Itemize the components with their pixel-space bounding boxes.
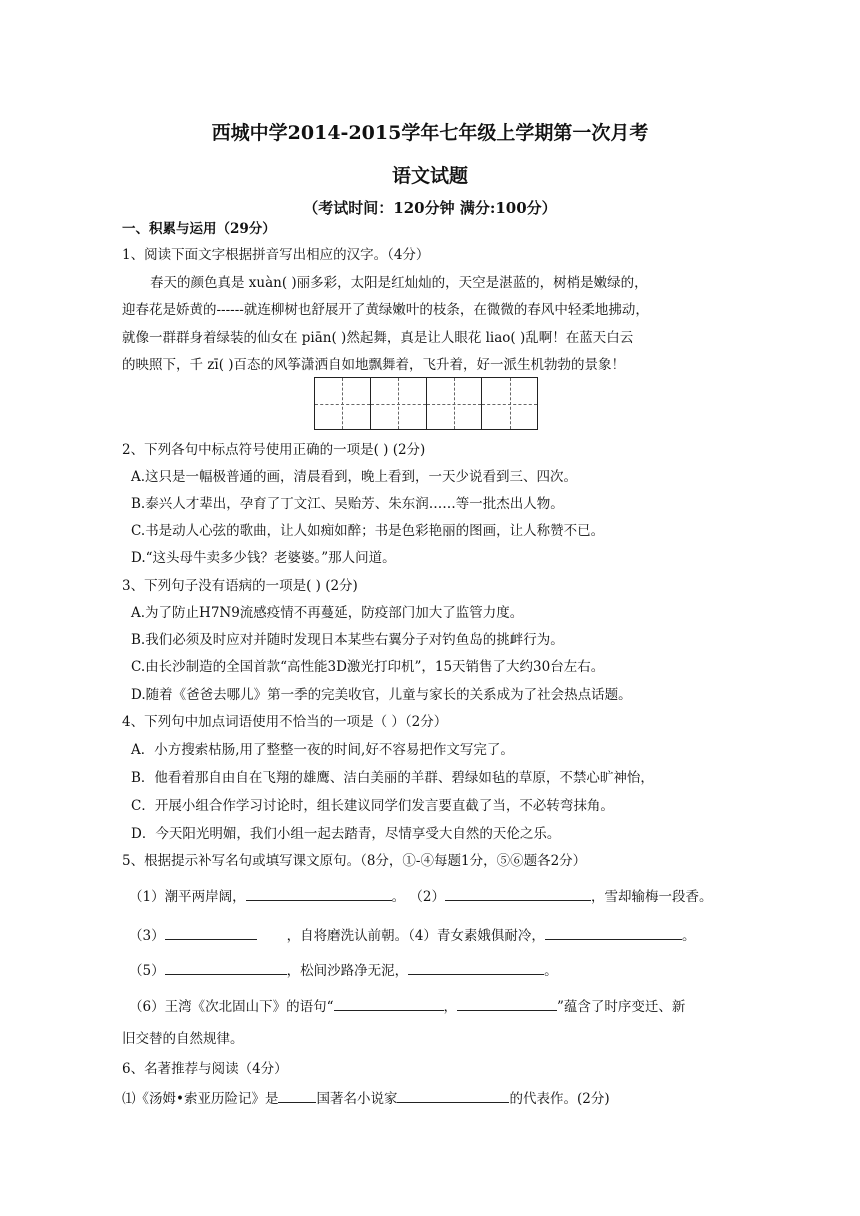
q5-text: （5）	[129, 963, 165, 979]
q5-line-2	[129, 925, 695, 945]
q5-line-4	[129, 996, 685, 1016]
q2-option-a: A.这只是一幅极普通的画，清晨看到，晚上看到，一天少说看到三、四次。	[131, 469, 578, 485]
grid-cell[interactable]	[371, 378, 427, 429]
q5-line-1	[129, 886, 712, 906]
q3-option-d: D.随着《爸爸去哪儿》第一季的完美收官，儿童与家长的关系成为了社会热点话题。	[131, 687, 632, 703]
q1-stem: 1、阅读下面文字根据拼音写出相应的汉字。（4分）	[122, 247, 430, 263]
grid-cell[interactable]	[482, 378, 537, 429]
q6-stem: 6、名著推荐与阅读（4分）	[122, 1061, 288, 1077]
answer-blank[interactable]	[165, 925, 257, 940]
answer-blank[interactable]	[278, 1088, 316, 1103]
q2-option-d: D.“这头母牛卖多少钱？老婆婆。”那人问道。	[131, 550, 396, 566]
grid-cell[interactable]	[427, 378, 483, 429]
answer-blank[interactable]	[408, 960, 544, 975]
q5-text: 。	[544, 963, 558, 979]
q4-option-a: A．小方搜索枯肠,用了整整一夜的时间,好不容易把作文写完了。	[131, 742, 514, 758]
q4-option-d: D．今天阳光明媚，我们小组一起去踏青，尽情享受大自然的天伦之乐。	[131, 826, 561, 842]
q2-stem: 2、下列各句中标点符号使用正确的一项是( ) (2分)	[122, 442, 426, 458]
answer-blank[interactable]	[397, 1088, 509, 1103]
q5-text: （1）潮平两岸阔，	[129, 889, 246, 905]
q5-text: ，松间沙路净无泥，	[286, 963, 409, 979]
q3-stem: 3、下列句子没有语病的一项是( ) (2分)	[122, 578, 358, 594]
q5-text: ，雪却输梅一段香。	[590, 889, 713, 905]
answer-blank[interactable]	[334, 996, 444, 1011]
answer-grid[interactable]	[314, 377, 538, 430]
q5-text: ，自将磨洗认前朝。（4）青女素娥俱耐冷，	[286, 928, 545, 944]
answer-blank[interactable]	[165, 960, 287, 975]
answer-blank[interactable]	[246, 886, 392, 901]
q3-option-a: A.为了防止H7N9流感疫情不再蔓延，防疫部门加大了监管力度。	[131, 605, 524, 621]
q4-option-b: B．他看着那自由自在飞翔的雄鹰、洁白美丽的羊群、碧绿如毡的草原，不禁心旷神怡，	[131, 770, 654, 786]
q1-passage-line: 的映照下，千 zī( )百态的风筝潇洒自如地飘舞着，飞升着，好一派生机勃勃的景象！	[122, 357, 626, 373]
answer-blank[interactable]	[545, 925, 682, 940]
q5-text: （6）王湾《次北固山下》的语句“	[129, 999, 334, 1015]
q3-option-b: B.我们必须及时应对并随时发现日本某些右翼分子对钓鱼岛的挑衅行为。	[131, 632, 564, 648]
q6-text: 的代表作。(2分)	[509, 1091, 610, 1107]
q2-option-c: C.书是动人心弦的歌曲，让人如痴如醉；书是色彩艳丽的图画，让人称赞不已。	[131, 523, 605, 539]
section-heading: 一、积累与运用（29分）	[122, 221, 276, 237]
q5-text: ”蕴含了时序变迁、新	[557, 999, 686, 1015]
q5-text: 。	[681, 928, 696, 944]
q1-passage-line: 迎春花是娇黄的------就连柳树也舒展开了黄绿嫩叶的枝条，在微微的春风中轻柔地拂动，	[122, 302, 649, 318]
exam-info: （考试时间：120分钟 满分:100分）	[303, 199, 557, 217]
answer-blank[interactable]	[457, 996, 557, 1011]
q5-line-5: 旧交替的自然规律。	[122, 1031, 244, 1047]
q1-passage-line: 就像一群群身着绿装的仙女在 piān( )然起舞，真是让人眼花 liao( )乱啊！在蓝天白云	[122, 330, 634, 346]
q1-passage-line: 春天的颜色真是 xuàn( )丽多彩，太阳是红灿灿的，天空是湛蓝的，树梢是嫩绿的，	[150, 275, 648, 291]
exam-title: 西城中学2014-2015学年七年级上学期第一次月考	[211, 122, 649, 144]
grid-cell[interactable]	[315, 378, 371, 429]
q3-option-c: C.由长沙制造的全国首款“高性能3D激光打印机”，15天销售了大约30台左右。	[131, 659, 605, 675]
answer-blank[interactable]	[445, 886, 591, 901]
q5-line-3	[129, 960, 558, 980]
q6-text: 国著名小说家	[316, 1091, 398, 1107]
q4-stem: 4、下列句中加点词语使用不恰当的一项是（ ）（2分）	[122, 714, 448, 730]
exam-subtitle: 语文试题	[391, 165, 468, 187]
q6-line-1	[122, 1088, 610, 1108]
q5-text: 。 （2）	[391, 889, 445, 905]
q5-stem: 5、根据提示补写名句或填写课文原句。（8分，①-④每题1分，⑤⑥题各2分）	[122, 853, 587, 869]
q5-text: （3）	[129, 928, 165, 944]
q6-text: ⑴《汤姆•索亚历险记》是	[122, 1091, 279, 1107]
q5-text: ，	[443, 999, 457, 1015]
q4-option-c: C．开展小组合作学习讨论时，组长建议同学们发言要直截了当，不必转弯抹角。	[131, 798, 614, 814]
q2-option-b: B.泰兴人才辈出，孕育了丁文江、吴贻芳、朱东润……等一批杰出人物。	[131, 496, 564, 512]
